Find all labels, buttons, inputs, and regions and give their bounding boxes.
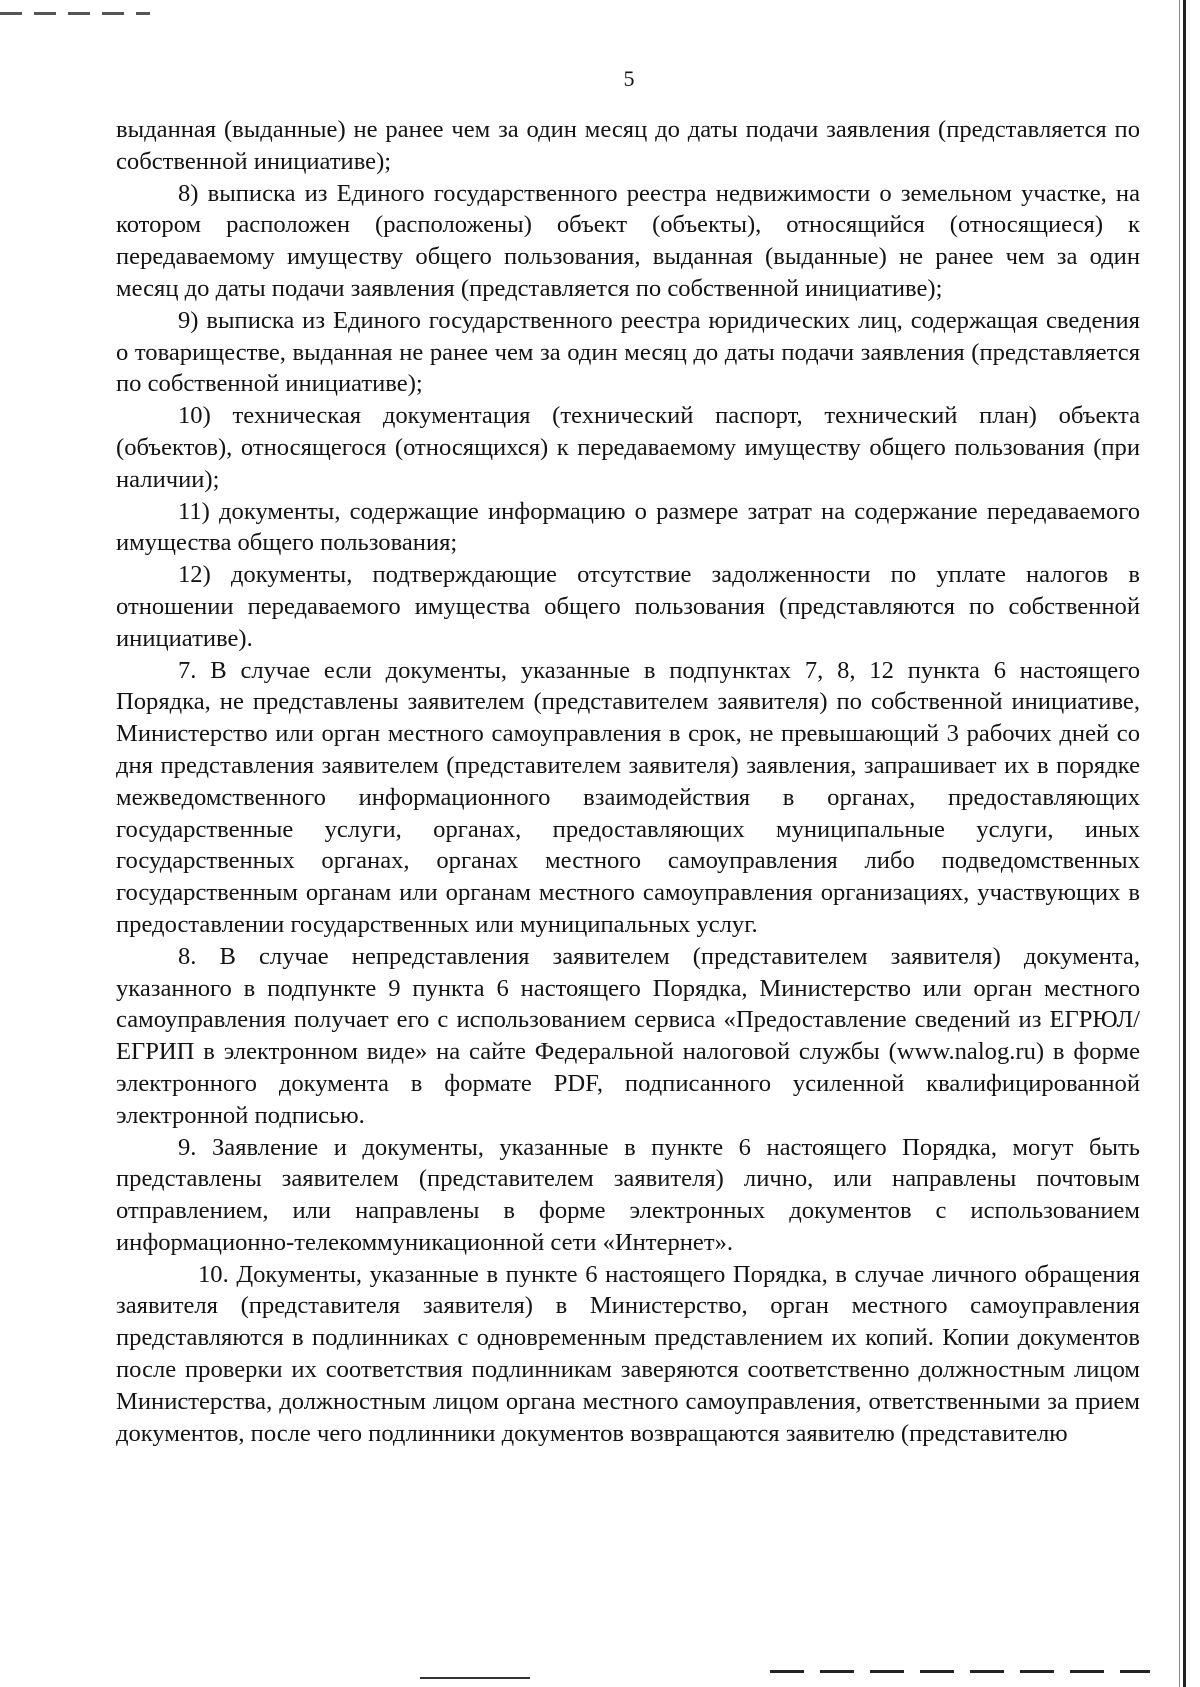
list-item-8: 8) выписка из Единого государственного реестра недвижимости о земельном участке, на котором расположен (расположены) объект (объекты), относящийся (относящиеся) к передаваемому имуществу общего пользования, выданная (выданные) не ранее чем за один месяц до даты подачи заявления (представляется по собственной инициативе);	[116, 179, 1140, 302]
scan-artifact-bottom-right	[770, 1670, 1150, 1673]
scan-artifact-top	[0, 12, 150, 15]
document-body	[116, 114, 1140, 1449]
list-item-11: 11) документы, содержащие информацию о размере затрат на содержание передаваемого имущества общего пользования;	[116, 497, 1140, 557]
list-item-9: 9) выписка из Единого государственного реестра юридических лиц, содержащая сведения о товариществе, выданная не ранее чем за один месяц до даты подачи заявления (представляется по собственной инициативе);	[116, 306, 1140, 398]
clause-10: 10. Документы, указанные в пункте 6 настоящего Порядка, в случае личного обращения заявителя (представителя заявителя) в Министерство, орган местного самоуправления представляются в подлинниках с одновременным представлением их копий. Копии документов после проверки их соответствия подлинникам заверяются соответственно должностным лицом Министерства, должностным лицом органа местного самоуправления, ответственными за прием документов, после чего подлинники документов возвращаются заявителю (представителю	[116, 1260, 1140, 1447]
list-item-12: 12) документы, подтверждающие отсутствие задолженности по уплате налогов в отношении передаваемого имущества общего пользования (представляются по собственной инициативе).	[116, 561, 1140, 652]
page-number: 5	[623, 66, 635, 91]
scan-edge-line	[1183, 0, 1186, 1687]
scan-edge-line-thin	[1179, 0, 1180, 1687]
clause-8: 8. В случае непредставления заявителем (представителем заявителя) документа, указанного в подпункте 9 пункта 6 настоящего Порядка, Министерство или орган местного самоуправления получает его с использованием сервиса «Предоставление сведений из ЕГРЮЛ/ЕГРИП в электронном виде» на сайте Федеральной налоговой службы (www.nalog.ru) в форме электронного документа в формате PDF, подписанного усиленной квалифицированной электронной подписью.	[116, 942, 1140, 1129]
scan-artifact-bottom-left	[420, 1677, 530, 1679]
paragraph-continuation: выданная (выданные) не ранее чем за один месяц до даты подачи заявления (представляется по собственной инициативе);	[116, 116, 1140, 175]
list-item-10: 10) техническая документация (технический паспорт, технический план) объекта (объектов), относящегося (относящихся) к передаваемому имуществу общего пользования (при наличии);	[116, 402, 1140, 493]
clause-7: 7. В случае если документы, указанные в подпунктах 7, 8, 12 пункта 6 настоящего Порядка, не представлены заявителем (представителем заявителя) по собственной инициативе, Министерство или орган местного самоуправления в срок, не превышающий 3 рабочих дней со дня представления заявителем (представителем заявителя) заявления, запрашивает их в порядке межведомственного информационного взаимодействия в органах, предоставляющих государственные услуги, органах, предоставляющих муниципальные услуги, иных государственных органах, органах местного самоуправления либо подведомственных государственным органам или органам местного самоуправления организациях, участвующих в предоставлении государственных или муниципальных услуг.	[116, 656, 1140, 938]
clause-9: 9. Заявление и документы, указанные в пункте 6 настоящего Порядка, могут быть представлены заявителем (представителем заявителя) лично, или направлены почтовым отправлением, или направлены в форме электронных документов с использованием информационно-телекоммуникационной сети «Интернет».	[116, 1133, 1140, 1256]
